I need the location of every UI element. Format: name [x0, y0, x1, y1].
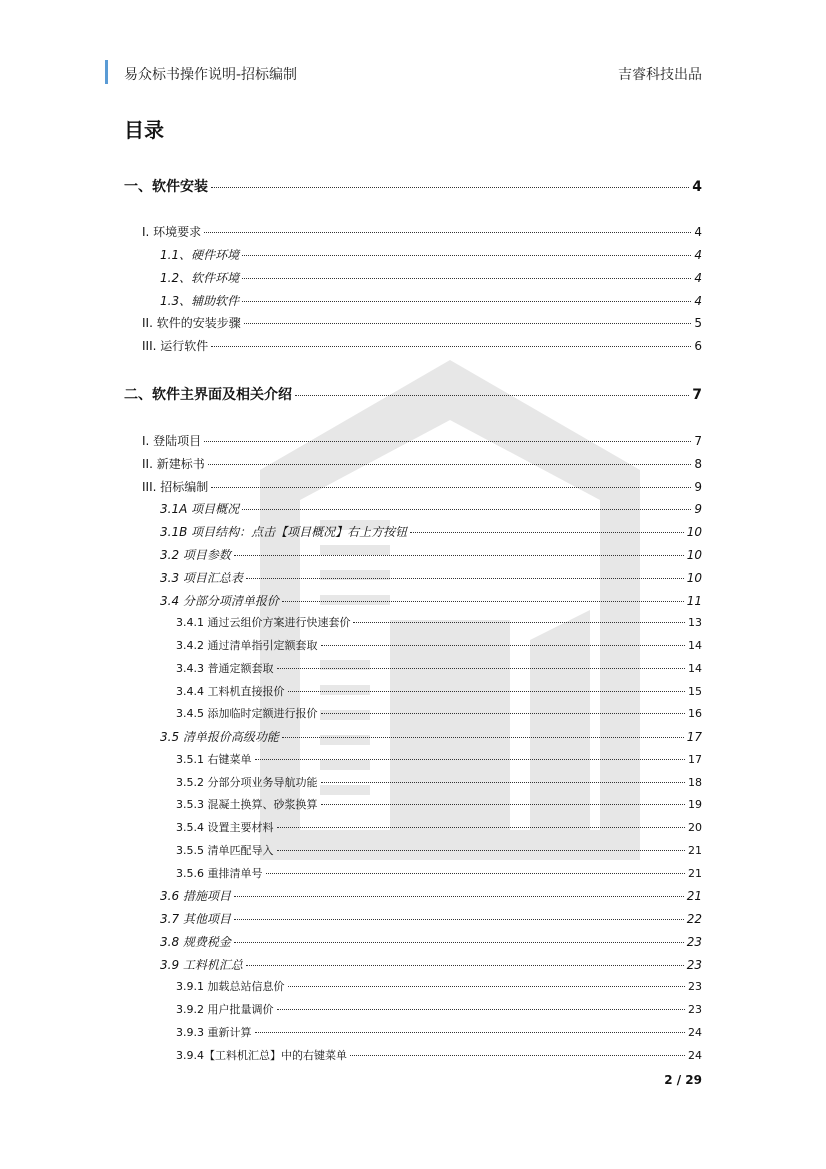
- toc-entry-page: 21: [688, 844, 702, 857]
- toc-dot-leader: [255, 759, 686, 760]
- toc-entry-title: 1.3、辅助软件: [160, 294, 240, 308]
- toc-entry-title: I. 环境要求: [142, 225, 202, 239]
- toc-entry[interactable]: [176, 819, 702, 835]
- toc-entry[interactable]: [176, 637, 702, 653]
- toc-entry-title: 3.5.5 清单匹配导入: [176, 844, 274, 857]
- toc-entry[interactable]: [160, 246, 702, 263]
- toc-entry-title: II. 软件的安装步骤: [142, 316, 241, 330]
- toc-entry-title: II. 新建标书: [142, 457, 205, 471]
- toc-entry-page: 14: [688, 639, 702, 652]
- toc-entry-page: 4: [694, 225, 702, 239]
- toc-entry-page: 11: [686, 594, 702, 608]
- toc-entry[interactable]: [160, 269, 702, 286]
- toc-entry-page: 19: [688, 798, 702, 811]
- toc-entry-title: III. 运行软件: [142, 339, 209, 353]
- toc-entry[interactable]: [160, 956, 702, 973]
- toc-entry[interactable]: [160, 933, 702, 950]
- toc-dot-leader: [288, 691, 686, 692]
- toc-dot-leader: [242, 255, 691, 256]
- toc-dot-leader: [295, 395, 689, 396]
- toc-entry-title: 3.2 项目参数: [160, 548, 231, 562]
- toc-entry-title: 3.4 分部分项清单报价: [160, 594, 279, 608]
- toc-entry-page: 23: [686, 935, 702, 949]
- toc-entry[interactable]: [176, 1001, 702, 1017]
- toc-entry[interactable]: [176, 865, 702, 881]
- toc-dot-leader: [282, 737, 684, 738]
- toc-entry-title: I. 登陆项目: [142, 434, 202, 448]
- toc-heading: 目录: [124, 118, 164, 142]
- toc-entry[interactable]: [160, 910, 702, 927]
- toc-entry-page: 22: [686, 912, 702, 926]
- toc-entry-title: 3.9.2 用户批量调价: [176, 1003, 274, 1016]
- toc-entry-page: 15: [688, 685, 702, 698]
- toc-entry-title: 3.4.1 通过云组价方案进行快速套价: [176, 616, 351, 629]
- toc-entry-title: 3.4.3 普通定额套取: [176, 662, 274, 675]
- toc-entry[interactable]: [176, 774, 702, 790]
- toc-entry-page: 23: [688, 1003, 702, 1016]
- toc-entry-title: 3.9.3 重新计算: [176, 1026, 252, 1039]
- toc-entry-page: 6: [694, 339, 702, 353]
- toc-entry-title: 3.4.2 通过清单指引定额套取: [176, 639, 318, 652]
- toc-entry-page: 24: [688, 1026, 702, 1039]
- toc-entry-title: 二、软件主界面及相关介绍: [124, 387, 292, 403]
- toc-entry-page: 23: [686, 958, 702, 972]
- toc-entry-page: 5: [694, 316, 702, 330]
- toc-entry-page: 9: [694, 502, 702, 516]
- toc-dot-leader: [204, 441, 691, 442]
- toc-entry-title: 3.8 规费税金: [160, 935, 231, 949]
- toc-entry-title: 3.9 工料机汇总: [160, 958, 243, 972]
- toc-entry[interactable]: [160, 292, 702, 309]
- toc-entry-title: 一、软件安装: [124, 179, 208, 195]
- toc-entry[interactable]: [160, 728, 702, 745]
- toc-entry-title: 3.5.1 右键菜单: [176, 753, 252, 766]
- toc-dot-leader: [350, 1055, 685, 1056]
- toc-entry[interactable]: [142, 337, 702, 354]
- toc-entry-page: 4: [694, 271, 702, 285]
- toc-dot-leader: [208, 464, 692, 465]
- toc-entry[interactable]: [176, 751, 702, 767]
- toc-dot-leader: [277, 668, 686, 669]
- toc-entry-title: III. 招标编制: [142, 480, 209, 494]
- toc-entry-title: 3.1B 项目结构：点击【项目概况】右上方按钮: [160, 525, 408, 539]
- toc-dot-leader: [234, 896, 684, 897]
- toc-dot-leader: [242, 509, 691, 510]
- toc-entry[interactable]: [142, 455, 702, 472]
- toc-entry[interactable]: [176, 1047, 702, 1063]
- toc-entry-title: 3.9.1 加载总站信息价: [176, 980, 285, 993]
- toc-dot-leader: [234, 942, 684, 943]
- toc-dot-leader: [277, 1009, 686, 1010]
- toc-entry-title: 3.5.4 设置主要材料: [176, 821, 274, 834]
- toc-entry-page: 8: [694, 457, 702, 471]
- toc-entry[interactable]: [142, 223, 702, 240]
- toc-entry-page: 18: [688, 776, 702, 789]
- toc-dot-leader: [211, 487, 691, 488]
- toc-entry[interactable]: [176, 614, 702, 630]
- header-document-title: 易众标书操作说明-招标编制: [124, 67, 298, 83]
- toc-dot-leader: [282, 601, 684, 602]
- toc-dot-leader: [211, 187, 689, 188]
- toc-dot-leader: [277, 827, 686, 828]
- toc-dot-leader: [244, 323, 692, 324]
- toc-entry-page: 21: [686, 889, 702, 903]
- toc-dot-leader: [211, 346, 691, 347]
- toc-dot-leader: [246, 578, 684, 579]
- toc-entry-page: 21: [688, 867, 702, 880]
- toc-entry-page: 16: [688, 707, 702, 720]
- toc-entry-page: 10: [686, 525, 702, 539]
- toc-dot-leader: [353, 622, 685, 623]
- toc-entry[interactable]: [176, 796, 702, 812]
- toc-entry-title: 1.1、硬件环境: [160, 248, 240, 262]
- header-publisher: 吉睿科技出品: [618, 67, 702, 83]
- toc-entry[interactable]: [160, 500, 702, 517]
- toc-entry-title: 3.3 项目汇总表: [160, 571, 243, 585]
- toc-entry[interactable]: [160, 546, 702, 563]
- toc-entry-title: 3.5 清单报价高级功能: [160, 730, 279, 744]
- toc-dot-leader: [321, 804, 686, 805]
- toc-entry-page: 4: [692, 179, 702, 195]
- toc-entry-title: 3.9.4【工料机汇总】中的右键菜单: [176, 1049, 347, 1062]
- toc-entry[interactable]: [160, 523, 702, 540]
- toc-entry[interactable]: [142, 432, 702, 449]
- toc-entry[interactable]: [160, 569, 702, 586]
- toc-dot-leader: [321, 782, 686, 783]
- toc-dot-leader: [321, 713, 686, 714]
- toc-dot-leader: [204, 232, 691, 233]
- toc-entry-page: 23: [688, 980, 702, 993]
- toc-entry-page: 14: [688, 662, 702, 675]
- toc-entry-page: 24: [688, 1049, 702, 1062]
- toc-entry[interactable]: [176, 1024, 702, 1040]
- toc-entry-title: 3.5.2 分部分项业务导航功能: [176, 776, 318, 789]
- toc-entry-page: 4: [694, 248, 702, 262]
- toc-dot-leader: [234, 555, 684, 556]
- toc-entry-title: 1.2、软件环境: [160, 271, 240, 285]
- toc-entry-title: 3.6 措施项目: [160, 889, 231, 903]
- toc-entry-page: 13: [688, 616, 702, 629]
- toc-entry-page: 10: [686, 571, 702, 585]
- toc-entry-title: 3.1A 项目概况: [160, 502, 240, 516]
- toc-entry[interactable]: [160, 887, 702, 904]
- toc-entry[interactable]: [176, 683, 702, 699]
- toc-dot-leader: [246, 965, 684, 966]
- toc-entry[interactable]: [142, 478, 702, 495]
- toc-entry[interactable]: [176, 842, 702, 858]
- toc-entry-page: 4: [694, 294, 702, 308]
- toc-entry[interactable]: [176, 978, 702, 994]
- toc-dot-leader: [266, 873, 686, 874]
- toc-dot-leader: [410, 532, 684, 533]
- toc-entry-page: 20: [688, 821, 702, 834]
- toc-entry[interactable]: [160, 592, 702, 609]
- toc-entry-title: 3.4.4 工料机直接报价: [176, 685, 285, 698]
- toc-entry[interactable]: [142, 314, 702, 331]
- toc-entry-page: 9: [694, 480, 702, 494]
- toc-entry-title: 3.4.5 添加临时定额进行报价: [176, 707, 318, 720]
- toc-entry[interactable]: [124, 176, 702, 196]
- toc-entry-page: 10: [686, 548, 702, 562]
- toc-entry-title: 3.5.3 混凝土换算、砂浆换算: [176, 798, 318, 811]
- toc-dot-leader: [288, 986, 686, 987]
- page-indicator: 2 / 29: [664, 1073, 702, 1087]
- toc-entry-page: 7: [692, 387, 702, 403]
- toc-dot-leader: [277, 850, 686, 851]
- toc-entry-title: 3.5.6 重排清单号: [176, 867, 263, 880]
- toc-entry[interactable]: [124, 384, 702, 404]
- toc-entry-page: 17: [686, 730, 702, 744]
- toc-entry-title: 3.7 其他项目: [160, 912, 231, 926]
- toc-entry-page: 7: [694, 434, 702, 448]
- toc-dot-leader: [234, 919, 684, 920]
- toc-dot-leader: [255, 1032, 686, 1033]
- toc-dot-leader: [242, 278, 691, 279]
- toc-entry[interactable]: [176, 660, 702, 676]
- toc-entry[interactable]: [176, 705, 702, 721]
- toc-dot-leader: [321, 645, 686, 646]
- toc-dot-leader: [242, 301, 691, 302]
- toc-entry-page: 17: [688, 753, 702, 766]
